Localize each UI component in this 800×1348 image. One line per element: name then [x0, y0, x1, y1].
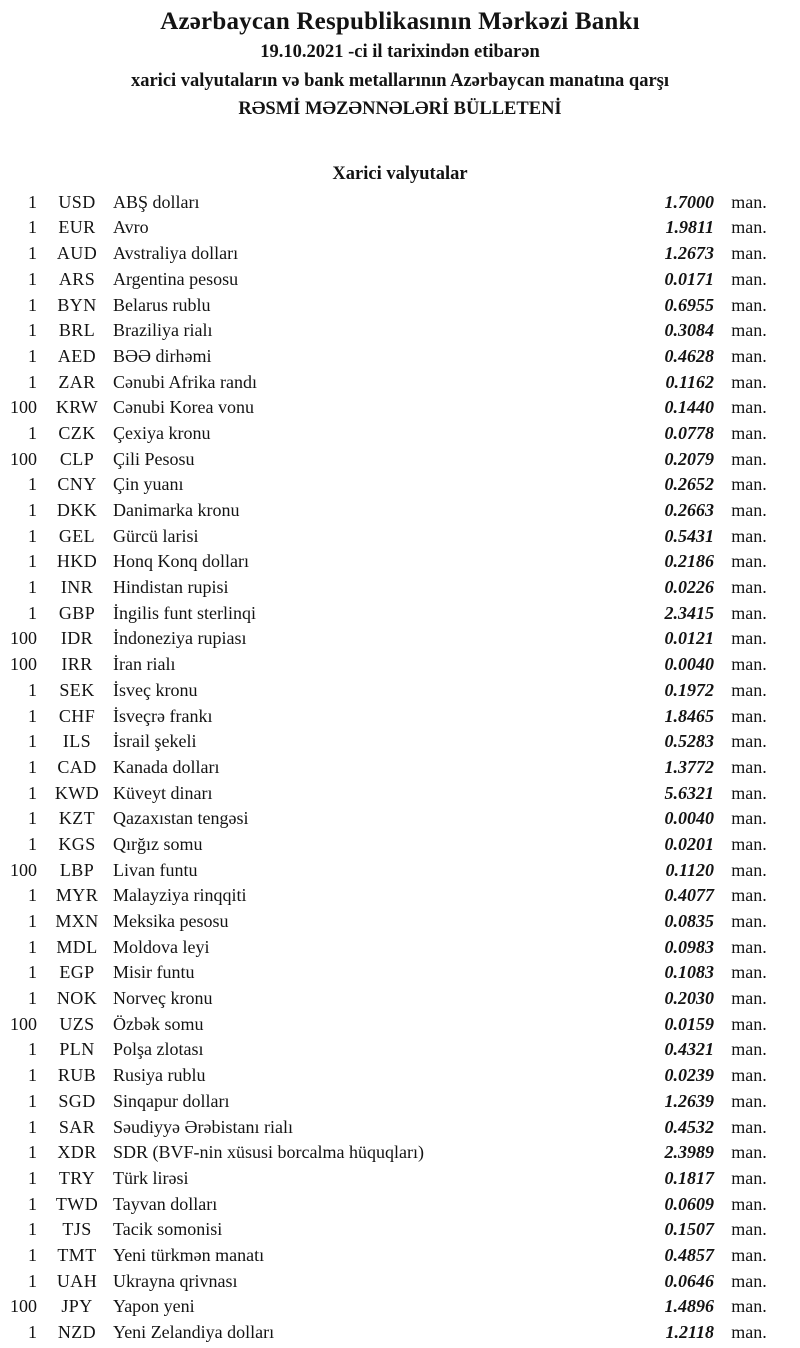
- currency-row: [0, 781, 800, 807]
- exchange-rate-table: [0, 190, 800, 1346]
- effective-date-line: 19.10.2021 -ci il tarixindən etibarən: [260, 42, 540, 62]
- currency-unit: man.: [731, 191, 767, 212]
- currency-name: İran rialı: [113, 654, 176, 675]
- currency-rate: 0.1507: [664, 1219, 714, 1240]
- currency-unit: man.: [731, 885, 767, 906]
- currency-name: Cənubi Afrika randı: [113, 371, 257, 392]
- currency-name: Özbək somu: [113, 1013, 204, 1034]
- currency-name: Polşa zlotası: [113, 1039, 204, 1060]
- currency-row: [0, 626, 800, 652]
- currency-quantity: 1: [28, 756, 37, 777]
- currency-rate: 0.0835: [664, 911, 714, 932]
- currency-quantity: 1: [28, 294, 37, 315]
- currency-rate: 2.3989: [664, 1142, 714, 1163]
- currency-quantity: 1: [28, 500, 37, 521]
- currency-name: Meksika pesosu: [113, 911, 229, 932]
- currency-code: TRY: [58, 1167, 96, 1188]
- currency-name: Yeni türkmən manatı: [113, 1244, 265, 1265]
- currency-rate: 1.9811: [665, 217, 714, 238]
- currency-rate: 0.5283: [664, 731, 714, 752]
- currency-quantity: 1: [28, 551, 37, 572]
- currency-unit: man.: [731, 1039, 767, 1060]
- currency-unit: man.: [731, 988, 767, 1009]
- currency-unit: man.: [731, 294, 767, 315]
- currency-rate: 0.1083: [664, 962, 714, 983]
- currency-code: USD: [58, 191, 96, 212]
- currency-rate: 0.1440: [664, 397, 714, 418]
- currency-code: PLN: [59, 1039, 95, 1060]
- currency-name: Gürcü larisi: [113, 525, 199, 546]
- currency-quantity: 100: [10, 1013, 37, 1034]
- currency-quantity: 1: [28, 268, 37, 289]
- currency-code: KGS: [58, 833, 96, 854]
- currency-quantity: 100: [10, 448, 37, 469]
- currency-quantity: 1: [28, 1065, 37, 1086]
- currency-quantity: 1: [28, 705, 37, 726]
- currency-code: MDL: [56, 936, 98, 957]
- currency-code: EGP: [59, 962, 95, 983]
- currency-name: Qırğız somu: [113, 833, 203, 854]
- currency-rate: 0.0609: [664, 1193, 714, 1214]
- currency-code: RUB: [57, 1065, 97, 1086]
- currency-code: ARS: [58, 268, 96, 289]
- currency-name: Çexiya kronu: [113, 422, 211, 443]
- currency-code: CLP: [59, 448, 95, 469]
- currency-code: ZAR: [58, 371, 96, 392]
- currency-rate: 0.0646: [664, 1270, 714, 1291]
- currency-name: Honq Konq dolları: [113, 551, 249, 572]
- currency-name: Çin yuanı: [113, 474, 184, 495]
- currency-unit: man.: [731, 705, 767, 726]
- currency-unit: man.: [731, 422, 767, 443]
- currency-name: Moldova leyi: [113, 936, 210, 957]
- currency-row: [0, 909, 800, 935]
- currency-unit: man.: [731, 474, 767, 495]
- section-title-foreign-currencies: Xarici valyutalar: [332, 163, 468, 184]
- currency-row: [0, 1166, 800, 1192]
- currency-row: [0, 344, 800, 370]
- currency-rate: 1.2639: [664, 1090, 714, 1111]
- currency-quantity: 1: [28, 1142, 37, 1163]
- currency-code: NZD: [57, 1322, 97, 1343]
- currency-code: LBP: [59, 859, 95, 880]
- currency-row: [0, 1037, 800, 1063]
- currency-code: BYN: [57, 294, 97, 315]
- currency-rate: 0.1972: [664, 679, 714, 700]
- currency-row: [0, 241, 800, 267]
- currency-rate: 0.0159: [664, 1013, 714, 1034]
- currency-rate: 0.0121: [664, 628, 714, 649]
- currency-code: INR: [60, 577, 94, 598]
- currency-name: Braziliya rialı: [113, 320, 213, 341]
- currency-rate: 0.2652: [664, 474, 714, 495]
- currency-quantity: 1: [28, 320, 37, 341]
- currency-unit: man.: [731, 654, 767, 675]
- currency-code: SAR: [58, 1116, 96, 1137]
- currency-code: JPY: [61, 1296, 93, 1317]
- currency-row: [0, 1243, 800, 1269]
- currency-row: [0, 370, 800, 396]
- currency-quantity: 1: [28, 602, 37, 623]
- currency-name: İsveç kronu: [113, 679, 198, 700]
- currency-unit: man.: [731, 448, 767, 469]
- currency-unit: man.: [731, 1065, 767, 1086]
- currency-rate: 1.7000: [664, 191, 714, 212]
- currency-rate: 0.0040: [664, 654, 714, 675]
- currency-code: GEL: [58, 525, 96, 546]
- currency-row: [0, 190, 800, 216]
- currency-row: [0, 1115, 800, 1141]
- currency-unit: man.: [731, 731, 767, 752]
- currency-row: [0, 1089, 800, 1115]
- currency-row: [0, 498, 800, 524]
- currency-row: [0, 678, 800, 704]
- currency-code: AUD: [56, 243, 98, 264]
- currency-row: [0, 806, 800, 832]
- currency-row: [0, 935, 800, 961]
- currency-quantity: 1: [28, 808, 37, 829]
- currency-code: KRW: [55, 397, 99, 418]
- currency-unit: man.: [731, 525, 767, 546]
- currency-row: [0, 215, 800, 241]
- currency-unit: man.: [731, 500, 767, 521]
- currency-rate: 0.0239: [664, 1065, 714, 1086]
- currency-unit: man.: [731, 1167, 767, 1188]
- currency-quantity: 1: [28, 1167, 37, 1188]
- currency-row: [0, 601, 800, 627]
- currency-code: KWD: [54, 782, 100, 803]
- currency-rate: 0.4321: [664, 1039, 714, 1060]
- currency-row: [0, 1294, 800, 1320]
- currency-quantity: 100: [10, 628, 37, 649]
- currency-name: Malayziya rinqqiti: [113, 885, 247, 906]
- currency-row: [0, 293, 800, 319]
- currency-row: [0, 986, 800, 1012]
- currency-row: [0, 447, 800, 473]
- currency-rate: 0.2663: [664, 500, 714, 521]
- currency-unit: man.: [731, 1219, 767, 1240]
- currency-row: [0, 755, 800, 781]
- currency-name: Danimarka kronu: [113, 500, 240, 521]
- currency-row: [0, 267, 800, 293]
- currency-name: Rusiya rublu: [113, 1065, 206, 1086]
- currency-row: [0, 1192, 800, 1218]
- currency-row: [0, 421, 800, 447]
- currency-quantity: 1: [28, 191, 37, 212]
- currency-quantity: 1: [28, 1193, 37, 1214]
- currency-code: IRR: [61, 654, 93, 675]
- currency-row: [0, 524, 800, 550]
- currency-quantity: 1: [28, 371, 37, 392]
- currency-name: Səudiyyə Ərəbistanı rialı: [113, 1116, 293, 1137]
- currency-row: [0, 1012, 800, 1038]
- currency-row: [0, 1269, 800, 1295]
- currency-name: SDR (BVF-nin xüsusi borcalma hüquqları): [113, 1142, 424, 1163]
- currency-name: Türk lirəsi: [113, 1167, 189, 1188]
- bulletin-subtitle: xarici valyutaların və bank metallarının Azərbaycan manatına qarşı: [130, 70, 670, 91]
- currency-unit: man.: [731, 320, 767, 341]
- currency-code: SEK: [59, 679, 95, 700]
- currency-unit: man.: [731, 962, 767, 983]
- currency-rate: 0.0171: [664, 268, 714, 289]
- currency-unit: man.: [731, 808, 767, 829]
- currency-rate: 0.1120: [665, 859, 714, 880]
- currency-unit: man.: [731, 859, 767, 880]
- currency-name: Cənubi Korea vonu: [113, 397, 254, 418]
- currency-rate: 0.5431: [664, 525, 714, 546]
- currency-code: IDR: [60, 628, 94, 649]
- currency-name: Misir funtu: [113, 962, 195, 983]
- currency-name: Çili Pesosu: [113, 448, 195, 469]
- currency-code: SGD: [58, 1090, 96, 1111]
- currency-code: UAH: [56, 1270, 98, 1291]
- currency-name: Belarus rublu: [113, 294, 211, 315]
- currency-quantity: 1: [28, 679, 37, 700]
- currency-rate: 0.4077: [664, 885, 714, 906]
- currency-quantity: 1: [28, 525, 37, 546]
- currency-row: [0, 549, 800, 575]
- currency-code: NOK: [56, 988, 98, 1009]
- currency-code: GBP: [58, 602, 96, 623]
- currency-unit: man.: [731, 1013, 767, 1034]
- currency-name: Qazaxıstan tengəsi: [113, 808, 249, 829]
- currency-name: Avro: [113, 217, 149, 238]
- currency-quantity: 1: [28, 731, 37, 752]
- currency-unit: man.: [731, 243, 767, 264]
- currency-code: TMT: [57, 1244, 97, 1265]
- currency-name: Sinqapur dolları: [113, 1090, 230, 1111]
- currency-name: Küveyt dinarı: [113, 782, 213, 803]
- currency-rate: 0.4532: [664, 1116, 714, 1137]
- currency-quantity: 1: [28, 988, 37, 1009]
- currency-rate: 2.3415: [664, 602, 714, 623]
- currency-rate: 1.2673: [664, 243, 714, 264]
- currency-rate: 1.8465: [664, 705, 714, 726]
- currency-quantity: 1: [28, 243, 37, 264]
- currency-code: CNY: [57, 474, 97, 495]
- currency-rate: 0.0201: [664, 833, 714, 854]
- currency-name: BƏƏ dirhəmi: [113, 345, 212, 366]
- bank-title: Azərbaycan Respublikasının Mərkəzi Bankı: [160, 8, 640, 35]
- currency-unit: man.: [731, 679, 767, 700]
- currency-unit: man.: [731, 782, 767, 803]
- currency-code: MXN: [55, 911, 99, 932]
- currency-unit: man.: [731, 911, 767, 932]
- currency-rate: 0.2079: [664, 448, 714, 469]
- currency-rate: 0.4628: [664, 345, 714, 366]
- currency-name: Hindistan rupisi: [113, 577, 229, 598]
- currency-quantity: 1: [28, 345, 37, 366]
- currency-rate: 0.3084: [664, 320, 714, 341]
- currency-row: [0, 1217, 800, 1243]
- currency-code: HKD: [56, 551, 98, 572]
- currency-unit: man.: [731, 1322, 767, 1343]
- currency-quantity: 100: [10, 859, 37, 880]
- currency-name: Avstraliya dolları: [113, 243, 239, 264]
- currency-code: CAD: [57, 756, 97, 777]
- currency-unit: man.: [731, 1116, 767, 1137]
- currency-name: ABŞ dolları: [113, 191, 200, 212]
- currency-name: Yeni Zelandiya dolları: [113, 1322, 275, 1343]
- currency-quantity: 1: [28, 911, 37, 932]
- currency-code: AED: [57, 345, 97, 366]
- currency-row: [0, 472, 800, 498]
- currency-unit: man.: [731, 1193, 767, 1214]
- currency-name: Argentina pesosu: [113, 268, 239, 289]
- currency-unit: man.: [731, 936, 767, 957]
- currency-name: İsveçrə frankı: [113, 705, 213, 726]
- currency-rate: 0.1817: [664, 1167, 714, 1188]
- currency-quantity: 1: [28, 1244, 37, 1265]
- currency-name: Tayvan dolları: [113, 1193, 218, 1214]
- currency-quantity: 1: [28, 422, 37, 443]
- currency-unit: man.: [731, 268, 767, 289]
- currency-quantity: 1: [28, 1270, 37, 1291]
- currency-quantity: 1: [28, 1090, 37, 1111]
- currency-row: [0, 832, 800, 858]
- currency-rate: 0.0778: [664, 422, 714, 443]
- currency-unit: man.: [731, 756, 767, 777]
- currency-unit: man.: [731, 1090, 767, 1111]
- currency-quantity: 1: [28, 833, 37, 854]
- currency-unit: man.: [731, 217, 767, 238]
- currency-rate: 0.0983: [664, 936, 714, 957]
- currency-name: İndoneziya rupiası: [113, 628, 247, 649]
- currency-name: Yapon yeni: [113, 1296, 195, 1317]
- currency-code: CHF: [58, 705, 96, 726]
- currency-name: Tacik somonisi: [113, 1219, 223, 1240]
- currency-row: [0, 1320, 800, 1346]
- currency-row: [0, 1063, 800, 1089]
- currency-code: KZT: [58, 808, 96, 829]
- currency-code: BRL: [58, 320, 96, 341]
- currency-code: EUR: [58, 217, 96, 238]
- currency-row: [0, 395, 800, 421]
- currency-row: [0, 652, 800, 678]
- currency-code: TJS: [62, 1219, 92, 1240]
- currency-name: Livan funtu: [113, 859, 198, 880]
- currency-quantity: 1: [28, 1322, 37, 1343]
- currency-name: Norveç kronu: [113, 988, 213, 1009]
- currency-rate: 0.4857: [664, 1244, 714, 1265]
- currency-unit: man.: [731, 577, 767, 598]
- currency-quantity: 1: [28, 577, 37, 598]
- currency-code: UZS: [59, 1013, 95, 1034]
- currency-name: Kanada dolları: [113, 756, 220, 777]
- currency-rate: 0.0226: [664, 577, 714, 598]
- currency-rate: 5.6321: [664, 782, 714, 803]
- currency-unit: man.: [731, 602, 767, 623]
- currency-rate: 0.2030: [664, 988, 714, 1009]
- currency-unit: man.: [731, 1270, 767, 1291]
- currency-unit: man.: [731, 628, 767, 649]
- currency-row: [0, 858, 800, 884]
- currency-unit: man.: [731, 1244, 767, 1265]
- currency-row: [0, 960, 800, 986]
- currency-row: [0, 729, 800, 755]
- currency-name: İngilis funt sterlinqi: [113, 602, 256, 623]
- currency-row: [0, 575, 800, 601]
- currency-code: DKK: [56, 500, 98, 521]
- bulletin-name: RƏSMİ MƏZƏNNƏLƏRİ BÜLLETENİ: [238, 99, 562, 120]
- currency-quantity: 1: [28, 782, 37, 803]
- currency-row: [0, 318, 800, 344]
- currency-unit: man.: [731, 371, 767, 392]
- currency-code: TWD: [55, 1193, 99, 1214]
- currency-unit: man.: [731, 397, 767, 418]
- currency-quantity: 1: [28, 474, 37, 495]
- bulletin-header: [0, 0, 800, 124]
- currency-rate: 1.3772: [664, 756, 714, 777]
- currency-quantity: 100: [10, 1296, 37, 1317]
- currency-quantity: 100: [10, 654, 37, 675]
- currency-unit: man.: [731, 833, 767, 854]
- currency-unit: man.: [731, 551, 767, 572]
- currency-code: XDR: [57, 1142, 97, 1163]
- currency-name: Ukrayna qrivnası: [113, 1270, 238, 1291]
- currency-rate: 0.6955: [664, 294, 714, 315]
- currency-row: [0, 883, 800, 909]
- currency-name: İsrail şekeli: [113, 731, 197, 752]
- currency-quantity: 1: [28, 885, 37, 906]
- currency-rate: 0.0040: [664, 808, 714, 829]
- currency-quantity: 1: [28, 217, 37, 238]
- currency-unit: man.: [731, 1142, 767, 1163]
- currency-quantity: 1: [28, 1116, 37, 1137]
- currency-rate: 1.2118: [665, 1322, 714, 1343]
- currency-rate: 1.4896: [664, 1296, 714, 1317]
- currency-unit: man.: [731, 345, 767, 366]
- currency-code: MYR: [55, 885, 99, 906]
- currency-row: [0, 1140, 800, 1166]
- currency-row: [0, 704, 800, 730]
- currency-quantity: 1: [28, 936, 37, 957]
- currency-rate: 0.2186: [664, 551, 714, 572]
- currency-quantity: 1: [28, 1219, 37, 1240]
- currency-code: CZK: [58, 422, 96, 443]
- currency-quantity: 1: [28, 962, 37, 983]
- currency-code: ILS: [62, 731, 92, 752]
- currency-quantity: 100: [10, 397, 37, 418]
- currency-unit: man.: [731, 1296, 767, 1317]
- currency-rate: 0.1162: [665, 371, 714, 392]
- currency-quantity: 1: [28, 1039, 37, 1060]
